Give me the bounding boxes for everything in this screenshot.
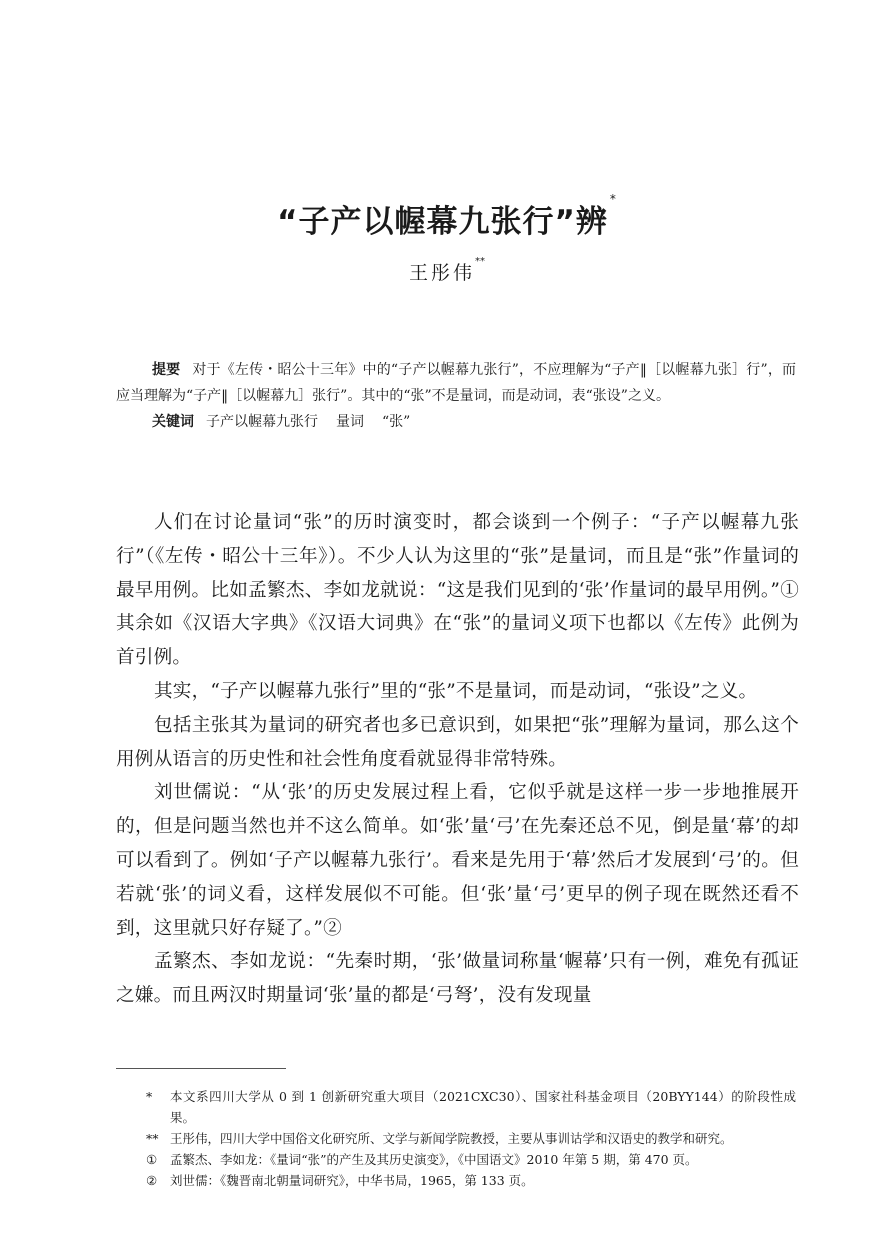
footnote-mark: ① xyxy=(146,1152,158,1167)
body-paragraph: 刘世儒说：“从‘张’的历史发展过程上看，它似乎就是这样一步一步地推展开的，但是问题当然也并不这么简单。如‘张’量‘弓’在先秦还总不见，倒是量‘幕’的却可以看到了。例如‘子产以幄幕九张行’。看来是先用于‘幕’然后才发展到‘弓’的。但若就‘张’的词义看，这样发展似不可能。但‘张’量‘弓’更早的例子现在既然还看不到，这里就只好存疑了。”② xyxy=(116,782,799,939)
footnote-item xyxy=(146,1128,796,1149)
title-footnote-mark[interactable]: * xyxy=(609,192,617,206)
footnote-item xyxy=(146,1086,796,1128)
footnote-item xyxy=(146,1170,796,1191)
keyword-item: 子产以幄幕九张行 xyxy=(206,414,318,430)
keywords-paragraph xyxy=(116,409,796,435)
author-footnote-mark[interactable]: ** xyxy=(475,256,485,267)
abstract-paragraph xyxy=(116,357,796,409)
author-name: 王彤伟 xyxy=(408,262,475,284)
abstract-text: 对于《左传・昭公十三年》中的“子产以幄幕九张行”，不应理解为“子产‖［以幄幕九张］行”，而应当理解为“子产‖［以幄幕九］张行”。其中的“张”不是量词，而是动词，表“张设”之义。 xyxy=(116,362,796,404)
abstract-block xyxy=(116,357,796,435)
footnote-item xyxy=(146,1149,796,1170)
footnote-text: 本文系四川大学从 0 到 1 创新研究重大项目（2021CXC30）、国家社科基金项目（20BYY144）的阶段性成果。 xyxy=(170,1089,796,1125)
article-title-text: “子产以幄幕九张行”辨 xyxy=(277,204,608,240)
footnote-divider xyxy=(116,1068,286,1069)
abstract-label: 提要 xyxy=(152,362,181,378)
author-line xyxy=(0,258,894,285)
keywords-label: 关键词 xyxy=(152,414,194,430)
body-paragraph: 其实，“子产以幄幕九张行”里的“张”不是量词，而是动词，“张设”之义。 xyxy=(154,680,758,702)
body-text xyxy=(116,506,799,1013)
footnote-text: 刘世儒：《魏晋南北朝量词研究》，中华书局，1965，第 133 页。 xyxy=(170,1173,534,1188)
footnote-mark: * xyxy=(146,1089,153,1104)
footnote-mark: ** xyxy=(146,1131,159,1146)
footnote-text: 王彤伟，四川大学中国俗文化研究所、文学与新闻学院教授，主要从事训诂学和汉语史的教学和研究。 xyxy=(170,1131,733,1146)
keyword-item: 量词 xyxy=(336,414,364,430)
body-paragraph: 孟繁杰、李如龙说：“先秦时期，‘张’做量词称量‘幄幕’只有一例，难免有孤证之嫌。而且两汉时期量词‘张’量的都是‘弓弩’，没有发现量 xyxy=(116,951,799,1007)
footnote-mark: ② xyxy=(146,1173,158,1188)
keyword-item: “张” xyxy=(382,414,411,430)
footnote-text: 孟繁杰、李如龙：《量词“张”的产生及其历史演变》，《中国语文》2010 年第 5 期，第 470 页。 xyxy=(170,1152,698,1167)
article-title xyxy=(0,192,894,241)
footnotes xyxy=(146,1086,796,1191)
body-paragraph: 包括主张其为量词的研究者也多已意识到，如果把“张”理解为量词，那么这个用例从语言的历史性和社会性角度看就显得非常特殊。 xyxy=(116,714,799,770)
body-paragraph: 人们在讨论量词“张”的历时演变时，都会谈到一个例子：“子产以幄幕九张行”（《左传・昭公十三年》）。不少人认为这里的“张”是量词，而且是“张”作量词的最早用例。比如孟繁杰、李如龙就说：“这是我们见到的‘张’作量词的最早用例。”① 其余如《汉语大字典》《汉语大词典》在“张”的量词义项下也都以《左传》此例为首引例。 xyxy=(116,512,799,669)
